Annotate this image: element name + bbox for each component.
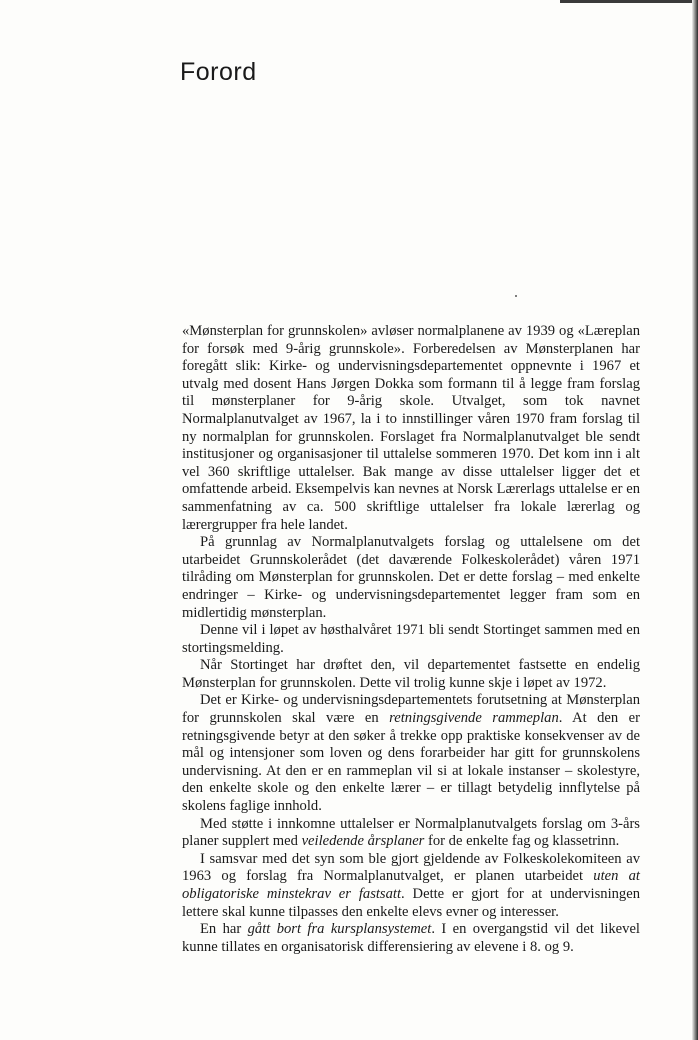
paragraph-text: En har xyxy=(200,921,248,938)
emphasized-text: veiledende årsplaner xyxy=(301,833,425,850)
paragraph-text: . Dette er gjort for at undervisningen lettere skal kunne tilpasses den enkelte elevs evner og interesser. xyxy=(182,886,640,920)
emphasized-text: uten at obligatoriske minstekrav er fastsatt xyxy=(182,868,640,902)
emphasized-text: retningsgivende rammeplan xyxy=(389,710,559,727)
paper-speck xyxy=(515,295,517,297)
paragraph-text: Denne vil i løpet av høsthalvåret 1971 bli sendt Stortinget sammen med en stortingsmelding. xyxy=(182,622,640,656)
paragraph-text: På grunnlag av Normalplanutvalgets forslag og uttalelsene om det utarbeidet Grunnskolerådet (det daværende Folkeskolerådet) våren 1971 tilråding om Mønsterplan for grunnskolen. Det er dette forslag – med enkelte endringer – Kirke- og undervisningsdepartementet legger fram som en midlertidig mønsterplan. xyxy=(182,534,640,621)
page-edge-top xyxy=(560,0,698,3)
paragraph xyxy=(182,534,640,622)
paragraph xyxy=(182,622,640,657)
body-text xyxy=(182,323,640,956)
paragraph-text: for de enkelte fag og klassetrinn. xyxy=(424,833,620,850)
paragraph-text: Når Stortinget har drøftet den, vil departementet fastsette en endelig Mønsterplan for grunnskolen. Dette vil trolig kunne skje i løpet av 1972. xyxy=(182,657,640,691)
paragraph xyxy=(182,657,640,692)
page-edge-right xyxy=(692,0,698,1040)
paragraph-text: I samsvar med det syn som ble gjort gjeldende av Folkeskolekomiteen av 1963 og forslag fra Normalplanutvalget, er planen utarbeidet xyxy=(182,850,640,885)
page-title: Forord xyxy=(180,58,257,86)
paragraph-text: . At den er retningsgivende betyr at den søker å trekke opp praktiske konsekvenser av de mål og intensjoner som loven og dens forarbeider har gitt for grunnskolens undervisning. At den er en rammeplan vil si at lokale instanser – skolestyre, den enkelte skole og den enkelte lærer – er tillagt betydelig innflytelse på skolens faglige innhold. xyxy=(182,710,640,815)
paragraph xyxy=(182,323,640,534)
paragraph xyxy=(182,921,640,956)
emphasized-text: gått bort fra kursplansystemet xyxy=(247,921,432,938)
paragraph xyxy=(182,692,640,815)
paragraph-text: . I en overgangstid vil det likevel kunne tillates en organisatorisk differensiering av elevene i 8. og 9. xyxy=(182,921,640,955)
paragraph-text: «Mønsterplan for grunnskolen» avløser normalplanene av 1939 og «Læreplan for forsøk med 9-årig grunnskole». Forberedelsen av Mønsterplanen har foregått slik: Kirke- og undervisningsdepartementet oppnevnte i 1967 et utvalg med dosent Hans Jørgen Dokka som formann til å legge fram forslag til mønsterplaner for 9-årig skole. Utvalget, som tok navnet Normalplanutvalget av 1967, la i to innstillinger våren 1970 fram forslag til ny normalplan for grunnskolen. Forslaget fra Normalplanutvalget ble sendt institusjoner og organisasjoner til uttalelse sommeren 1970. Det kom inn i alt vel 360 skriftlige uttalelser. Bak mange av disse uttalelser ligger det et omfattende arbeid. Eksempelvis kan nevnes at Norsk Lærerlags uttalelse er en sammenfatning av ca. 500 skriftlige uttalelser fra lokale lærerlag og lærergrupper fra hele landet. xyxy=(182,323,640,533)
paragraph xyxy=(182,851,640,921)
paragraph xyxy=(182,816,640,851)
paragraph-text: Det er Kirke- og undervisningsdepartementets forutsetning at Mønsterplan for grunnskolen skal være en xyxy=(182,692,640,727)
paragraph-text: Med støtte i innkomne uttalelser er Normalplanutvalgets forslag om 3-års planer supplert med xyxy=(182,815,640,850)
